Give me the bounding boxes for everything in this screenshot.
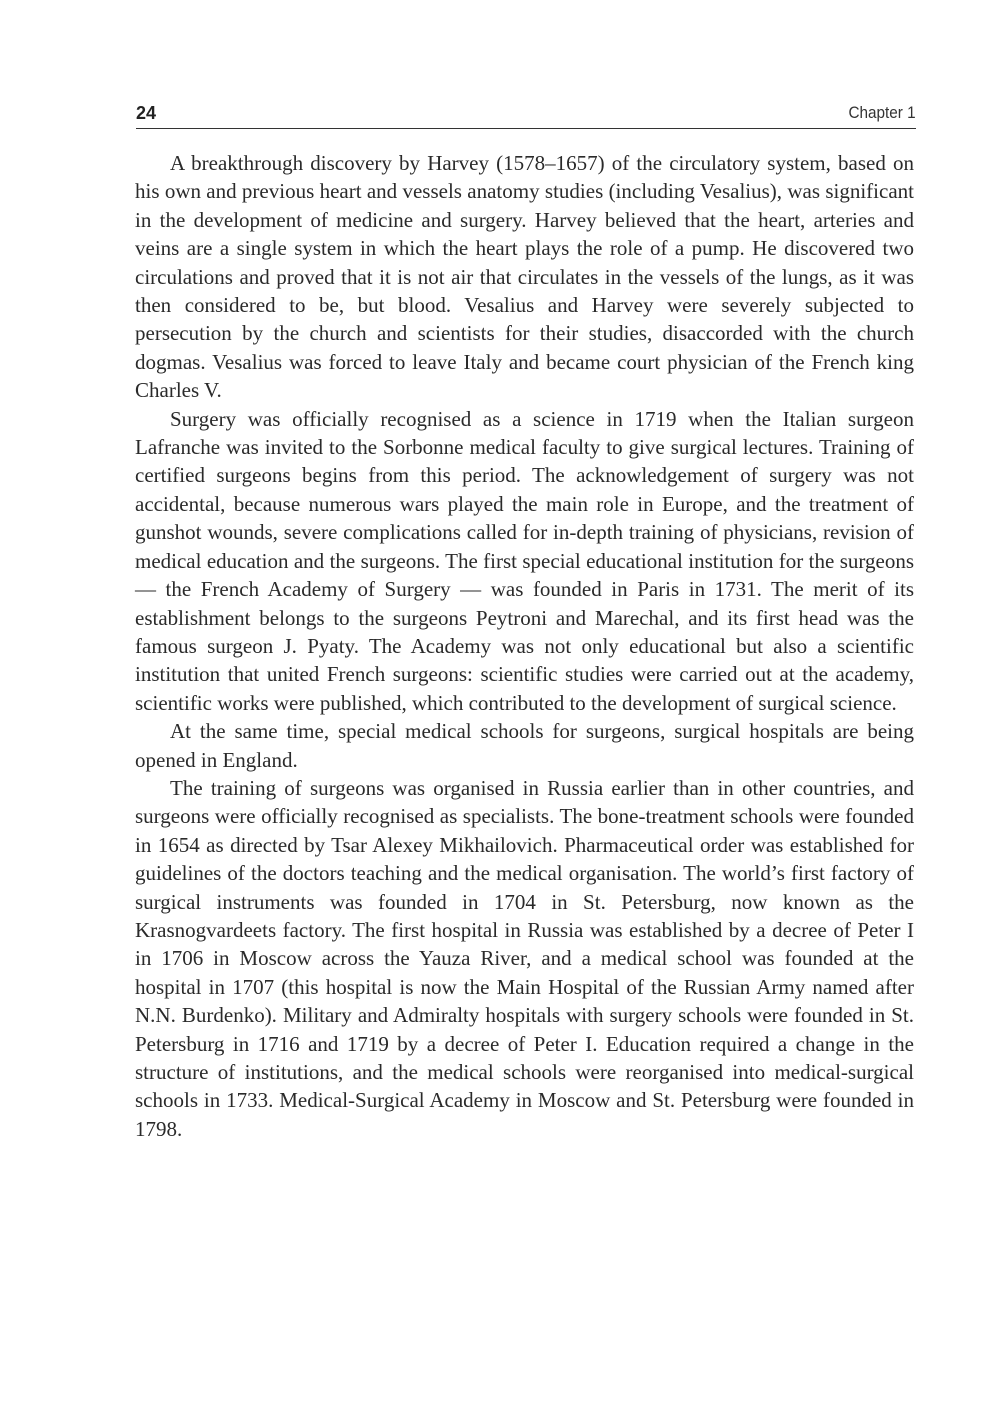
paragraph-harvey: A breakthrough discovery by Harvey (1578–1657) of the circulatory system, based on his own and previous heart and vessels anatomy studies (including Vesalius), was significant in the development of medicine and surgery. Harvey believed that the heart, arteries and veins are a single system in which the heart plays the role of a pump. He discovered two circulations and proved that it is not air that circulates in the vessels of the lungs, as it was then considered to be, but blood. Vesalius and Harvey were severely subjected to persecution by the church and scientists for their studies, disaccorded with the church dogmas. Vesalius was forced to leave Italy and became court physician of the French king Charles V. (135, 151, 914, 403)
body-text (135, 149, 914, 1143)
paragraph-england: At the same time, special medical schools for surgeons, surgical hospitals are being opened in England. (135, 719, 914, 772)
page-number: 24 (136, 103, 157, 123)
paragraph-russia: The training of surgeons was organised in Russia earlier than in other countries, and surgeons were officially recognised as specialists. The bone-treatment schools were founded in 1654 as directed by Tsar Alexey Mikhailovich. Pharmaceutical order was established for guidelines of the doctors teaching and the medical organisation. The world’s first factory of surgical instruments was founded in 1704 in St. Petersburg, now known as the Krasnogvardeets factory. The first hospital in Russia was established by a decree of Peter I in 1706 in Moscow across the Yauza River, and a medical school was founded at the hospital in 1707 (this hospital is now the Main Hospital of the Russian Army named after N.N. Burdenko). Military and Admiralty hospitals with surgery schools were founded in St. Petersburg in 1716 and 1719 by a decree of Peter I. Education required a change in the structure of institutions, and the medical schools were reorganised into medical-surgical schools in 1733. Medical-Surgical Academy in Moscow and St. Petersburg were founded in 1798. (135, 775, 914, 1141)
running-head (136, 102, 916, 129)
paragraph-surgery-science: Surgery was officially recognised as a science in 1719 when the Italian surgeon Lafranche was invited to the Sorbonne medical faculty to give surgical lectures. Training of certified surgeons begins from this period. The acknowledgement of surgery was not accidental, because numerous wars played the main role in Europe, and the treatment of gunshot wounds, severe complications called for in-depth training of physicians, revision of medical education and the surgeons. The first special educational institution for the surgeons — the French Academy of Surgery — was founded in Paris in 1731. The merit of its establishment belongs to the surgeons Peytroni and Marechal, and its first head was the famous surgeon J. Pyaty. The Academy was not only educational but also a scientific institution that united French surgeons: scientific studies were carried out at the academy, scientific works were published, which contributed to the development of surgical science. (135, 406, 914, 715)
chapter-label: Chapter 1 (848, 103, 916, 122)
